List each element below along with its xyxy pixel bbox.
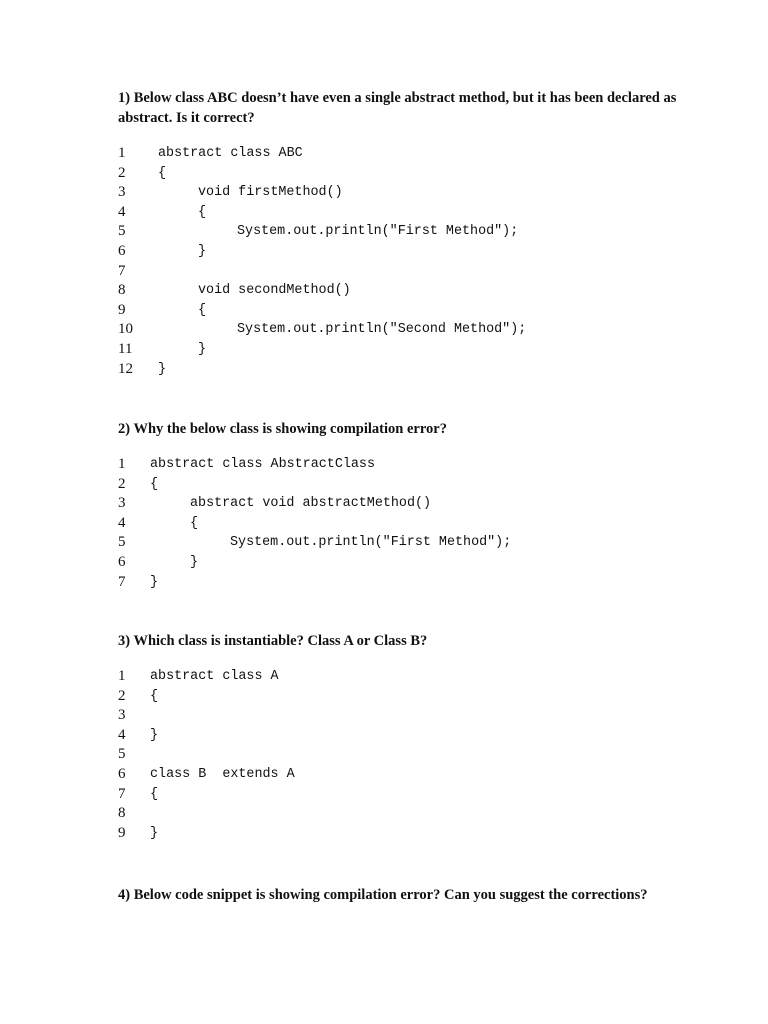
line-number: 5 (118, 223, 126, 240)
code-text: abstract void abstractMethod() (190, 496, 432, 512)
code-text: void secondMethod() (198, 283, 351, 299)
code-text: { (150, 476, 159, 492)
code-line (118, 340, 678, 360)
code-line (118, 301, 678, 321)
code-line (118, 745, 678, 765)
code-line (118, 706, 678, 726)
code-line (118, 667, 678, 687)
code-text: { (158, 165, 167, 181)
code-line (118, 455, 678, 475)
line-number: 6 (118, 765, 126, 782)
line-number: 1 (118, 145, 126, 161)
code-text: abstract class ABC (158, 146, 303, 161)
code-line (118, 320, 678, 340)
line-number: 8 (118, 805, 126, 822)
code-text: { (198, 302, 207, 318)
line-number: 6 (118, 553, 126, 570)
code-line (118, 573, 678, 593)
question-3: 3) Which class is instantiable? Class A or Class B? (118, 633, 428, 649)
code-line (118, 183, 678, 203)
code-line (118, 262, 678, 282)
line-number: 3 (118, 184, 126, 201)
line-number: 4 (118, 514, 126, 531)
line-number: 7 (118, 573, 126, 590)
code-text: } (150, 727, 159, 743)
code-line (118, 553, 678, 573)
code-line (118, 475, 678, 495)
code-text: } (150, 825, 159, 841)
line-number: 9 (118, 824, 126, 841)
code-text: } (150, 574, 159, 590)
line-number: 2 (118, 164, 126, 181)
question-1: 1) Below class ABC doesn’t have even a single abstract method, but it has been declared as abstract. Is it correct? (118, 90, 677, 126)
code-text: class B extends A (150, 766, 295, 782)
code-text: System.out.println("First Method"); (230, 535, 512, 551)
line-number: 9 (118, 301, 126, 318)
code-text: } (190, 554, 199, 570)
code-line (118, 281, 678, 301)
line-number: 7 (118, 785, 126, 802)
line-number: 5 (118, 534, 126, 551)
code-line (118, 533, 678, 553)
line-number: 12 (118, 360, 133, 377)
code-line (118, 494, 678, 514)
line-number: 3 (118, 707, 126, 724)
code-line (118, 360, 678, 380)
line-number: 6 (118, 242, 126, 259)
line-number: 4 (118, 726, 126, 743)
line-number: 8 (118, 282, 126, 299)
line-number: 10 (118, 321, 133, 338)
code-text: void firstMethod() (198, 185, 343, 201)
line-number: 11 (118, 340, 133, 357)
code-line (118, 242, 678, 262)
code-line (118, 164, 678, 184)
code-line (118, 726, 678, 746)
line-number: 1 (118, 456, 126, 472)
code-line (118, 765, 678, 785)
code-block-1 (118, 144, 678, 379)
code-line (118, 824, 678, 844)
code-text: { (150, 786, 159, 802)
code-text: System.out.println("First Method"); (237, 224, 519, 240)
code-line (118, 804, 678, 824)
line-number: 2 (118, 475, 126, 492)
code-text: { (150, 688, 159, 704)
question-2: 2) Why the below class is showing compilation error? (118, 421, 447, 437)
line-number: 7 (118, 262, 126, 279)
code-line (118, 203, 678, 223)
code-text: abstract class A (150, 669, 279, 684)
line-number: 2 (118, 687, 126, 704)
code-text: abstract class AbstractClass (150, 457, 375, 472)
code-text: } (158, 361, 167, 377)
code-line (118, 785, 678, 805)
code-text: } (198, 243, 207, 259)
code-block-2 (118, 455, 678, 592)
line-number: 4 (118, 203, 126, 220)
code-text: } (198, 341, 207, 357)
code-line (118, 222, 678, 242)
code-block-3 (118, 667, 678, 843)
code-line (118, 687, 678, 707)
code-line (118, 144, 678, 164)
code-text: { (198, 204, 207, 220)
line-number: 1 (118, 668, 126, 684)
code-text: { (190, 515, 199, 531)
line-number: 5 (118, 746, 126, 763)
code-text: System.out.println("Second Method"); (237, 322, 527, 338)
code-line (118, 514, 678, 534)
line-number: 3 (118, 495, 126, 512)
question-4: 4) Below code snippet is showing compilation error? Can you suggest the corrections? (118, 887, 648, 903)
